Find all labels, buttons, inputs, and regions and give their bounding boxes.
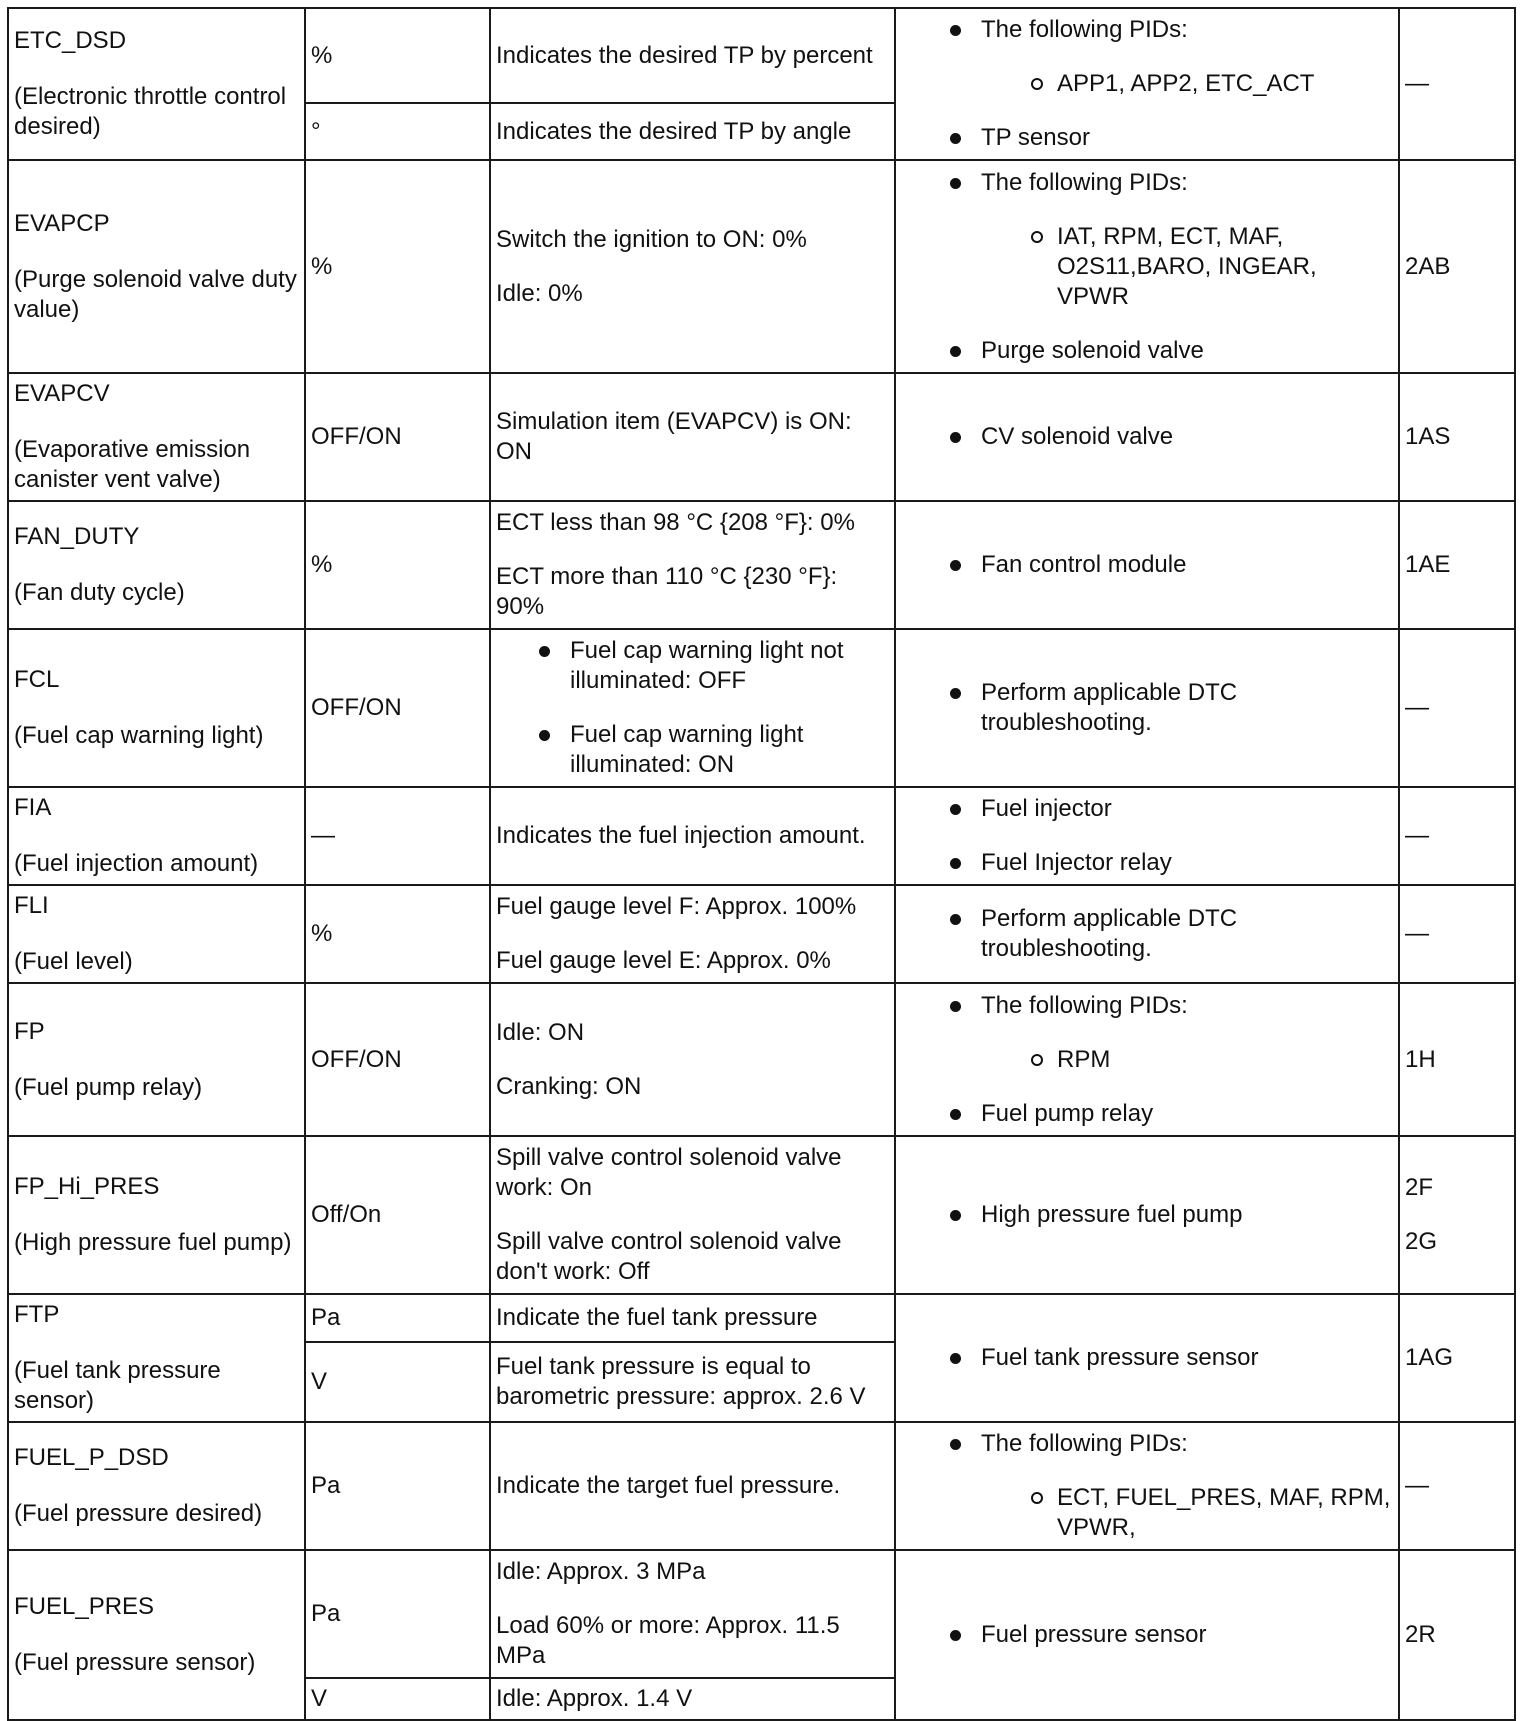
pid-list: RPM [981, 1045, 1393, 1075]
pid-cell [8, 373, 305, 501]
inspection-item: TP sensor [901, 123, 1393, 153]
inspection-item: High pressure fuel pump [901, 1200, 1393, 1230]
pid-code: FUEL_PRES [14, 1593, 155, 1620]
inspection-cell [895, 373, 1399, 501]
table-row [8, 787, 1515, 885]
inspection-cell [895, 8, 1399, 160]
unit-cell: OFF/ON [305, 373, 490, 501]
value-cell [490, 629, 895, 787]
unit-cell: % [305, 885, 490, 983]
inspection-item: The following PIDs: RPM [901, 991, 1393, 1075]
pid-code: FAN_DUTY [14, 523, 140, 550]
unit-cell: OFF/ON [305, 629, 490, 787]
inspection-item: Purge solenoid valve [901, 336, 1393, 366]
pid-code: FP_Hi_PRES [14, 1173, 160, 1200]
unit-cell: — [305, 787, 490, 885]
terminal-cell: — [1399, 787, 1515, 885]
pid-list: APP1, APP2, ETC_ACT [981, 69, 1393, 99]
table-row [8, 8, 1515, 103]
terminal-cell: — [1399, 1422, 1515, 1550]
unit-cell: Pa [305, 1294, 490, 1342]
unit-cell: Pa [305, 1422, 490, 1550]
unit-cell: Pa [305, 1550, 490, 1678]
pid-cell [8, 1294, 305, 1422]
pid-description: (Evaporative emission canister vent valve) [14, 436, 251, 493]
pid-cell [8, 1136, 305, 1294]
value-cell: Fuel tank pressure is equal to barometric pressure: approx. 2.6 V [490, 1342, 895, 1422]
unit-cell: % [305, 8, 490, 103]
pid-description: (Fan duty cycle) [14, 579, 185, 606]
pid-code: ETC_DSD [14, 27, 127, 54]
terminal-cell: 2AB [1399, 160, 1515, 373]
inspection-item: Perform applicable DTC troubleshooting. [901, 678, 1393, 738]
value-cell: Indicate the target fuel pressure. [490, 1422, 895, 1550]
table-row [8, 373, 1515, 501]
pid-code: FLI [14, 892, 49, 919]
pid-description: (Fuel tank pressure sensor) [14, 1357, 221, 1414]
inspection-cell [895, 501, 1399, 629]
pid-code: EVAPCP [14, 209, 110, 237]
value-cell: Idle: ON Cranking: ON [490, 983, 895, 1136]
terminal-cell: 2R [1399, 1550, 1515, 1720]
table-row [8, 1550, 1515, 1678]
value-item: Fuel cap warning light illuminated: ON [496, 720, 889, 780]
inspection-item: The following PIDs: APP1, APP2, ETC_ACT [901, 15, 1393, 99]
terminal-cell: — [1399, 885, 1515, 983]
pid-cell [8, 629, 305, 787]
terminal-cell: 1AS [1399, 373, 1515, 501]
pid-cell [8, 787, 305, 885]
terminal-cell: 1AG [1399, 1294, 1515, 1422]
table-row [8, 1422, 1515, 1550]
value-cell: Indicates the fuel injection amount. [490, 787, 895, 885]
pid-table [7, 7, 1516, 1721]
value-cell: Fuel gauge level F: Approx. 100% Fuel gauge level E: Approx. 0% [490, 885, 895, 983]
pid-description: (High pressure fuel pump) [14, 1229, 292, 1256]
pid-description: (Fuel pressure sensor) [14, 1649, 256, 1676]
value-cell: Indicates the desired TP by percent [490, 8, 895, 103]
inspection-cell [895, 1422, 1399, 1550]
terminal-cell: — [1399, 629, 1515, 787]
value-cell: Switch the ignition to ON: 0% Idle: 0% [490, 160, 895, 373]
pid-description: (Fuel level) [14, 948, 133, 975]
inspection-cell [895, 160, 1399, 373]
inspection-item: Perform applicable DTC troubleshooting. [901, 904, 1393, 964]
pid-code: FP [14, 1017, 45, 1045]
pid-description: (Purge solenoid valve duty value) [14, 265, 297, 323]
pid-cell [8, 1550, 305, 1720]
table-row [8, 629, 1515, 787]
unit-cell: Off/On [305, 1136, 490, 1294]
inspection-cell [895, 983, 1399, 1136]
unit-cell: V [305, 1342, 490, 1422]
pid-description: (Fuel cap warning light) [14, 722, 264, 749]
table-row [8, 160, 1515, 373]
inspection-cell [895, 1550, 1399, 1720]
inspection-item: Fan control module [901, 550, 1393, 580]
terminal-cell: — [1399, 8, 1515, 160]
table-row [8, 501, 1515, 629]
unit-cell: V [305, 1678, 490, 1720]
pid-description: (Electronic throttle control desired) [14, 83, 287, 140]
pid-cell [8, 885, 305, 983]
pid-code: FTP [14, 1301, 60, 1328]
inspection-item: The following PIDs: IAT, RPM, ECT, MAF, O2S11,BARO, INGEAR, VPWR [901, 168, 1393, 312]
terminal-cell: 2F 2G [1399, 1136, 1515, 1294]
pid-list: IAT, RPM, ECT, MAF, O2S11,BARO, INGEAR, VPWR [981, 222, 1393, 312]
pid-cell [8, 8, 305, 160]
pid-list: ECT, FUEL_PRES, MAF, RPM, VPWR, [981, 1483, 1393, 1543]
pid-code: FIA [14, 794, 52, 821]
value-cell: Spill valve control solenoid valve work: On Spill valve control solenoid valve don't work: Off [490, 1136, 895, 1294]
inspection-item: Fuel tank pressure sensor [901, 1343, 1393, 1373]
value-cell: Indicates the desired TP by angle [490, 103, 895, 160]
table-row [8, 885, 1515, 983]
inspection-cell [895, 629, 1399, 787]
pid-description: (Fuel pressure desired) [14, 1500, 263, 1527]
pid-cell [8, 160, 305, 373]
inspection-item: CV solenoid valve [901, 422, 1393, 452]
unit-cell: ° [305, 103, 490, 160]
pid-code: EVAPCV [14, 380, 110, 407]
inspection-item: The following PIDs: ECT, FUEL_PRES, MAF, RPM, VPWR, [901, 1429, 1393, 1543]
unit-cell: % [305, 160, 490, 373]
pid-code: FUEL_P_DSD [14, 1444, 169, 1471]
pid-description: (Fuel injection amount) [14, 850, 259, 877]
inspection-cell [895, 1136, 1399, 1294]
pid-cell [8, 1422, 305, 1550]
inspection-item: Fuel pump relay [901, 1099, 1393, 1129]
pid-code: FCL [14, 666, 60, 693]
table-row [8, 1294, 1515, 1342]
inspection-cell [895, 787, 1399, 885]
inspection-cell [895, 885, 1399, 983]
inspection-item: Fuel pressure sensor [901, 1620, 1393, 1650]
value-item: Fuel cap warning light not illuminated: OFF [496, 636, 889, 696]
table-row [8, 1136, 1515, 1294]
pid-cell [8, 983, 305, 1136]
pid-cell [8, 501, 305, 629]
value-cell: ECT less than 98 °C {208 °F}: 0% ECT more than 110 °C {230 °F}: 90% [490, 501, 895, 629]
pid-description: (Fuel pump relay) [14, 1073, 203, 1101]
inspection-item: Fuel Injector relay [901, 848, 1393, 878]
inspection-item: Fuel injector [901, 794, 1393, 824]
inspection-cell [895, 1294, 1399, 1422]
unit-cell: % [305, 501, 490, 629]
terminal-cell: 1AE [1399, 501, 1515, 629]
value-cell: Idle: Approx. 3 MPa Load 60% or more: Approx. 11.5 MPa [490, 1550, 895, 1678]
unit-cell: OFF/ON [305, 983, 490, 1136]
value-cell: Simulation item (EVAPCV) is ON: ON [490, 373, 895, 501]
table-row [8, 983, 1515, 1136]
value-cell: Indicate the fuel tank pressure [490, 1294, 895, 1342]
value-cell: Idle: Approx. 1.4 V [490, 1678, 895, 1720]
terminal-cell: 1H [1399, 983, 1515, 1136]
